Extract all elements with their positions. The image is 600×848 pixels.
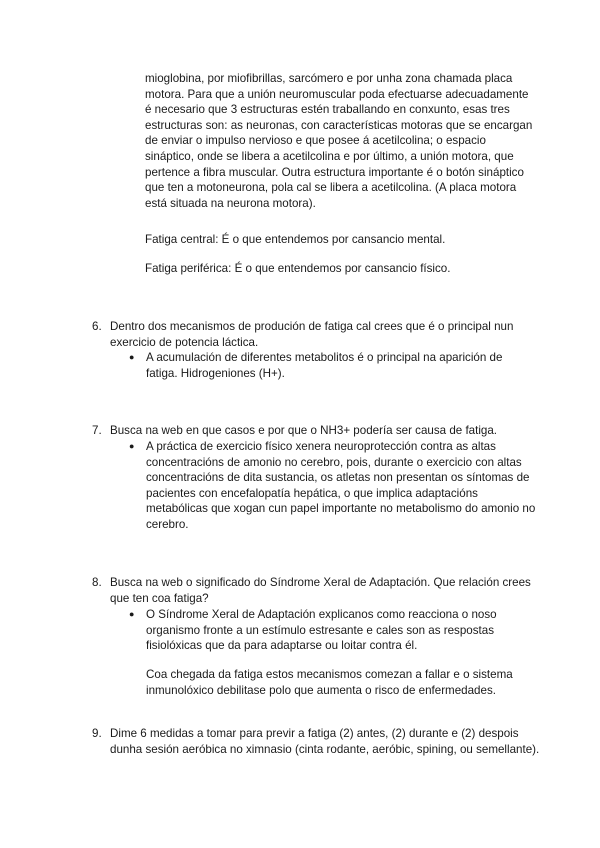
question-6-text: Dentro dos mecanismos de produción de fatiga cal crees que é o principal nun exercicio de potencia láctica. [110,320,514,349]
question-8-answer: O Síndrome Xeral de Adaptación explicanos como reacciona o noso organismo fronte a un estímulo estresante e cales son as respostas fisiolóxicas que da para adaptarse ou loitar contra él. [146,608,497,653]
question-7-text: Busca na web en que casos e por que o NH3+ podería ser causa de fatiga. [110,424,498,437]
fatiga-central-definition: Fatiga central: É o que entendemos por cansancio mental. [145,233,446,246]
question-6-number: 6. [92,320,102,333]
bullet-icon: ● [129,352,135,362]
question-9-number: 9. [92,727,102,740]
question-8-text: Busca na web o significado do Síndrome Xeral de Adaptación. Que relación crees que ten coa fatiga? [110,576,531,605]
bullet-icon: ● [129,441,135,451]
continuation-paragraph: mioglobina, por miofibrillas, sarcómero e por unha zona chamada placa motora. Para que a unión neuromuscular poda efectuarse adecuadamente é necesario que 3 estructuras estén traballando en conxunto, esas tres estructuras son: as neuronas, con características motoras que se encargan de enviar o impulso nervioso e que posee á acetilcolina; o espacio sináptico, onde se libera a acetilcolina e por último, a unión motora, que pertence a fibra muscular. Outra estructura importante é o botón sináptico que ten a motoneurona, pola cal se libera a acetilcolina. (A placa motora está situada na neurona motora). [145,72,533,210]
question-8-number: 8. [92,576,102,589]
fatiga-periferica-definition: Fatiga periférica: É o que entendemos por cansancio físico. [145,262,451,275]
question-7-answer: A práctica de exercicio físico xenera neuroprotección contra as altas concentracións de amonio no cerebro, pois, durante o exercicio con altas concentracións de dita sustancia, os atletas non presentan os síntomas de pacientes con encefalopatía hepática, o que implica adaptacións metabólicas que xogan cun papel importante no metabolismo do amonio no cerebro. [146,440,536,531]
question-9-text: Dime 6 medidas a tomar para previr a fatiga (2) antes, (2) durante e (2) despois dunha sesión aeróbica no ximnasio (cinta rodante, aeróbic, spining, ou semellante). [110,727,540,756]
question-6-answer: A acumulación de diferentes metabolitos é o principal na aparición de fatiga. Hidrogeniones (H+). [146,351,503,380]
question-7-number: 7. [92,424,102,437]
bullet-icon: ● [129,609,135,619]
question-8-answer-extra: Coa chegada da fatiga estos mecanismos comezan a fallar e o sistema inmunolóxico debilitase polo que aumenta o risco de enfermedades. [146,668,513,697]
